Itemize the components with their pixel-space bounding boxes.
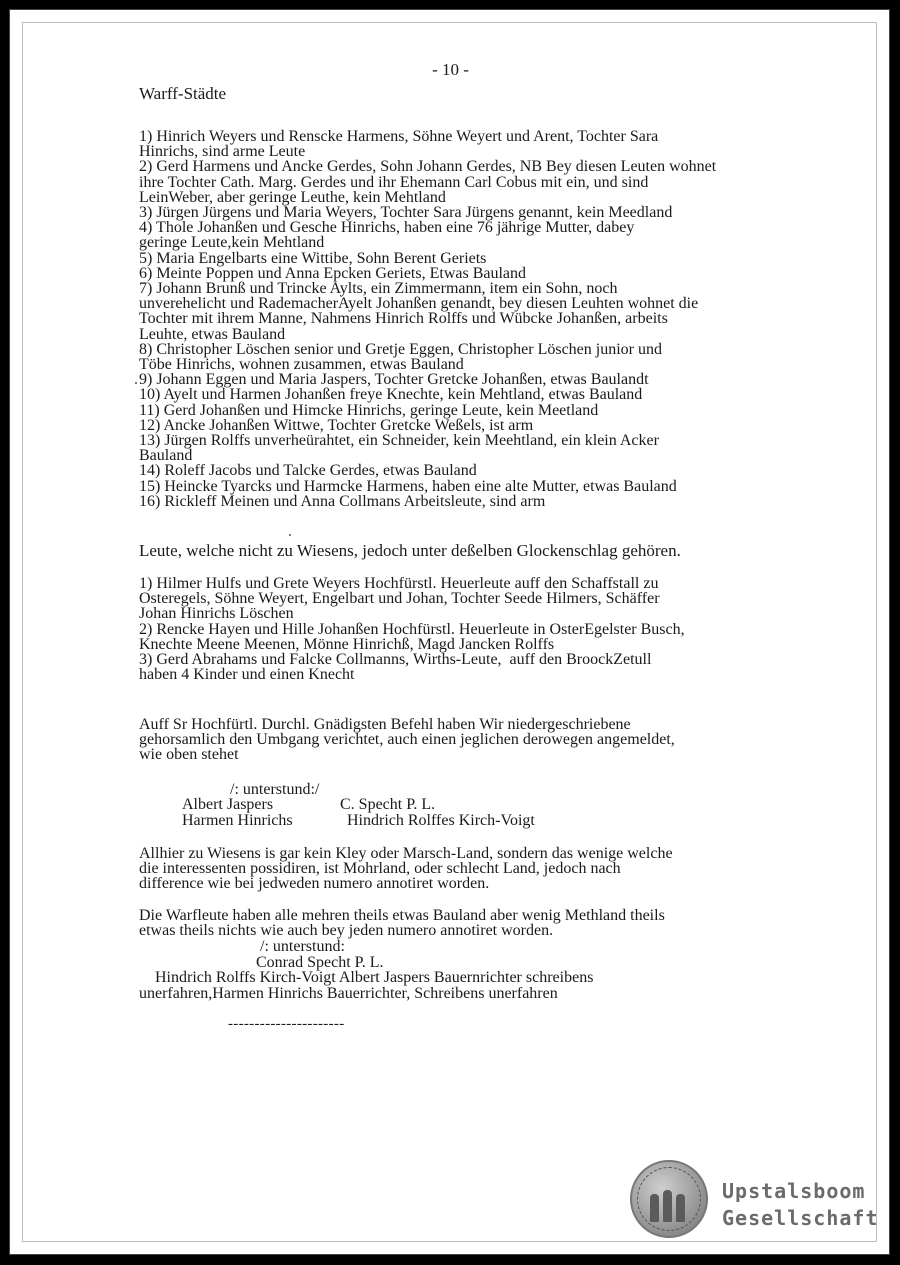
list-line: 10) Ayelt und Harmen Johanßen freye Knechte, kein Mehtland, etwas Bauland: [139, 386, 643, 404]
unterstund-label: /: unterstund:: [260, 938, 345, 955]
paragraph-line: gehorsamlich den Umbgang verichtet, auch einen jeglichen derowegen angemeldet,: [139, 731, 675, 749]
seal-figure: [676, 1194, 685, 1222]
list-line: Bauland: [139, 447, 193, 465]
list-line: LeinWeber, aber geringe Leuthe, kein Mehtland: [139, 188, 446, 206]
list-line: 12) Ancke Johanßen Wittwe, Tochter Gretcke Weßels, ist arm: [139, 416, 534, 434]
list-line: 7) Johann Brunß und Trincke Aylts, ein Zimmermann, item ein Sohn, noch: [139, 280, 618, 298]
list-line: 13) Jürgen Rolffs unverheürahtet, ein Schneider, kein Meehtland, ein klein Acker: [139, 432, 659, 450]
list-line: 16) Rickleff Meinen und Anna Collmans Arbeitsleute, sind arm: [139, 492, 546, 510]
section-heading: Warff-Städte: [139, 84, 227, 103]
list-line: [139, 652, 685, 667]
list-line: Johan Hinrichs Löschen: [139, 605, 294, 623]
page-number: - 10 -: [432, 60, 469, 79]
list-line: Knechte Meene Meenen, Mönne Hinrichß, Magd Jancken Rolffs: [139, 635, 555, 653]
section-title-text: Leute, welche nicht zu Wiesens, jedoch unter deßelben Glockenschlag gehören.: [139, 541, 681, 560]
separator-line: ----------------------: [228, 1016, 345, 1032]
society-seal-icon: [630, 1160, 708, 1238]
list-line-tail: auff den BroockZetull: [509, 651, 652, 669]
section-title: [139, 543, 681, 558]
list-line: 4) Thole Johanßen und Gesche Hinrichs, haben eine 76 jährige Mutter, dabey: [139, 219, 635, 237]
list-line: 9) Johann Eggen und Maria Jaspers, Tochter Gretcke Johanßen, etwas Baulandt: [139, 371, 649, 389]
signature-name: C. Specht P. L.: [340, 796, 436, 813]
signature-name: Conrad Specht P. L.: [256, 954, 384, 971]
seal-figure: [663, 1190, 672, 1222]
household-list: [139, 129, 716, 509]
paragraph-line: etwas theils nichts wie auch bey jeden numero annotiret worden.: [139, 922, 554, 940]
logo-line: Upstalsboom: [722, 1179, 866, 1203]
list-line: Osteregels, Söhne Weyert, Engelbart und Johan, Tochter Seede Hilmers, Schäffer: [139, 590, 660, 608]
list-line: 15) Heincke Tyarcks und Harmcke Harmens, haben eine alte Mutter, etwas Bauland: [139, 477, 677, 495]
list-line-main: 3) Gerd Abrahams und Falcke Collmanns, Wirths-Leute,: [139, 651, 502, 669]
list-line: unverehelicht und RademacherAyelt Johanßen genandt, bey diesen Leuhten wohnet die: [139, 295, 699, 313]
paragraph-line: Auff Sr Hochfürtl. Durchl. Gnädigsten Befehl haben Wir niedergeschriebene: [139, 716, 631, 733]
signature-line: Hindrich Rolffs Kirch-Voigt Albert Jaspers Bauernrichter schreibens: [155, 969, 594, 986]
warfleute-paragraph: [139, 908, 665, 938]
seal-figure: [650, 1194, 659, 1222]
list-line: ihre Tochter Cath. Marg. Gerdes und ihr Ehemann Carl Cobus mit ein, und sind: [139, 173, 649, 191]
list-line: 1) Hilmer Hulfs und Grete Weyers Hochfürstl. Heuerleute auff den Schaffstall zu: [139, 575, 659, 592]
list-line: 5) Maria Engelbarts eine Wittibe, Sohn Berent Geriets: [139, 249, 487, 267]
paragraph-line: Die Warfleute haben alle mehren theils etwas Bauland aber wenig Methland theils: [139, 907, 665, 924]
list-line: Leuhte, etwas Bauland: [139, 325, 286, 343]
paragraph-line: die interessenten possidiren, ist Mohrland, oder schlecht Land, jedoch nach: [139, 860, 621, 878]
ink-speck: [289, 534, 291, 536]
signature-name: Harmen Hinrichs: [182, 812, 293, 829]
list-line: haben 4 Kinder und einen Knecht: [139, 666, 355, 684]
unterstund-label: /: unterstund:/: [230, 781, 320, 798]
list-line: 14) Roleff Jacobs und Talcke Gerdes, etwas Bauland: [139, 462, 477, 480]
signature-line: unerfahren,Harmen Hinrichs Bauerrichter, Schreibens unerfahren: [139, 985, 558, 1002]
list-line: Tochter mit ihrem Manne, Nahmens Hinrich Rolffs und Wübcke Johanßen, arbeits: [139, 310, 668, 328]
society-logo: [722, 1178, 879, 1232]
list-line: 3) Jürgen Jürgens und Maria Weyers, Tochter Sara Jürgens genannt, kein Meedland: [139, 204, 673, 222]
signature-name: Hindrich Rolffes Kirch-Voigt: [347, 812, 535, 829]
land-note-paragraph: [139, 846, 673, 892]
outside-residents-list: [139, 576, 685, 682]
logo-line: Gesellschaft: [722, 1206, 879, 1230]
list-line: 8) Christopher Löschen senior und Gretje Eggen, Christopher Löschen junior und: [139, 340, 662, 358]
list-line: 2) Rencke Hayen und Hille Johanßen Hochfürstl. Heuerleute in OsterEgelster Busch,: [139, 620, 685, 638]
document-page: [9, 9, 890, 1255]
signature-name: Albert Jaspers: [182, 796, 274, 813]
paragraph-line: difference wie bei jedweden numero annotiret worden.: [139, 875, 490, 893]
ink-speck: [135, 382, 137, 384]
list-line: 11) Gerd Johanßen und Himcke Hinrichs, geringe Leute, kein Meetland: [139, 401, 599, 419]
paragraph-line: Allhier zu Wiesens is gar kein Kley oder Marsch-Land, sondern das wenige welche: [139, 845, 673, 862]
list-line: geringe Leute,kein Mehtland: [139, 234, 325, 252]
declaration-paragraph: [139, 717, 675, 763]
list-line: Hinrichs, sind arme Leute: [139, 143, 306, 161]
list-line: Töbe Hinrichs, wohnen zusammen, etwas Bauland: [139, 356, 464, 374]
list-line: 2) Gerd Harmens und Ancke Gerdes, Sohn Johann Gerdes, NB Bey diesen Leuten wohnet: [139, 158, 717, 176]
paragraph-line: wie oben stehet: [139, 746, 239, 764]
list-line: 1) Hinrich Weyers und Renscke Harmens, Söhne Weyert und Arent, Tochter Sara: [139, 128, 659, 145]
list-line: 6) Meinte Poppen und Anna Epcken Geriets, Etwas Bauland: [139, 264, 527, 282]
